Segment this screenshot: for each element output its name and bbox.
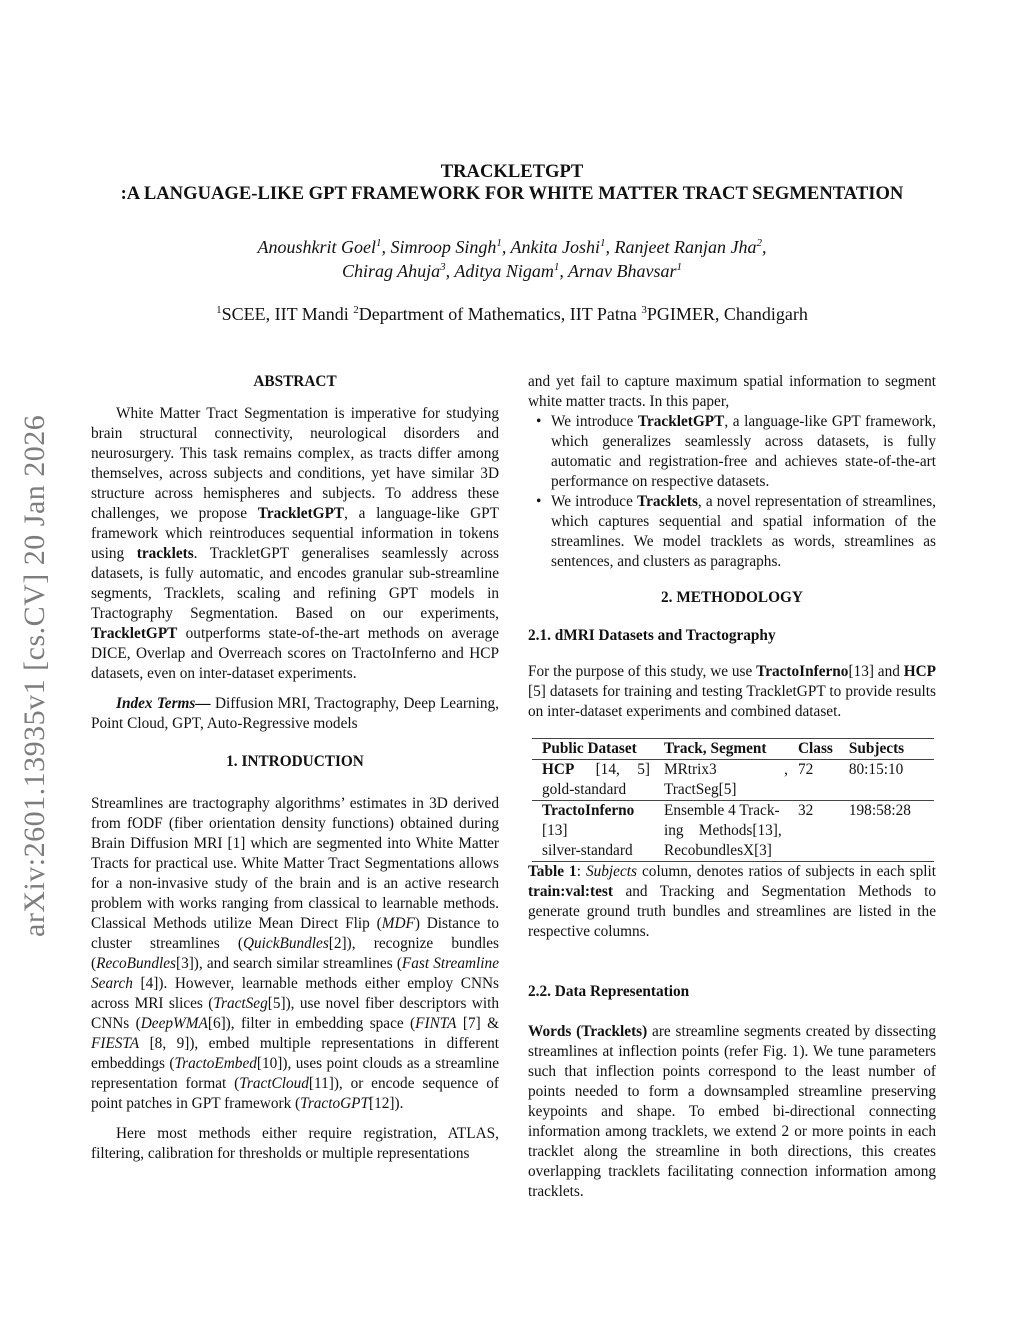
methodology-paragraph-2: Words (Tracklets) are streamline segments created by dissecting streamlines at inflection points (refer Fig. 1). We tune parameters such that inflection points correspond to the least number of points needed to form a downsampled streamline preserving keypoints and shape. To embed bi-directional connecting information among tracklets, we extend 2 or more points in each tracklet along the streamline in both directions, this creates overlapping tracklets facilitating connection information among tracklets.: [528, 1023, 936, 1200]
author-name: Ankita Joshi: [510, 237, 601, 257]
intro-paragraph-1: Streamlines are tractography algorithms’ estimates in 3D derived from fODF (fiber orientation density functions) obtained during Brain Diffusion MRI [1] which are segmented into White Matter Tracts for practical use. White Matter Tract Segmentations allows for a non-invasive study of the brain and is an active research problem with works ranging from classical to learnable methods. Classical Methods utilize Mean Direct Flip (MDF) Distance to cluster streamlines (QuickBundles[2]), recognize bundles (RecoBundles[3]), and search similar streamlines (Fast Streamline Search [4]). However, learnable methods either employ CNNs across MRI slices (TractSeg[5]), use novel fiber descriptors with CNNs (DeepWMA[6]), filter in embedding space (FINTA [7] & FIESTA [8, 9]), embed multiple representations in different embeddings (TractoEmbed[10]), uses point clouds as a streamline representation format (TractCloud[11]), or encode sequence of point patches in GPT framework (TractoGPT[12]).: [91, 795, 500, 1112]
paper-title-line1: TRACKLETGPT: [440, 161, 584, 182]
author-sup: 1: [676, 261, 683, 273]
table-cell: 80:15:10: [848, 761, 904, 778]
abstract-heading: ABSTRACT: [253, 373, 337, 390]
dataset-table: [532, 738, 934, 862]
bullet-icon: •: [536, 493, 542, 510]
table-cell: HCP [14, 5] gold-standard: [542, 761, 650, 798]
intro-paragraph-2: Here most methods either require registration, ATLAS, filtering, calibration for thresholds or multiple representations: [91, 1125, 499, 1162]
author-name: Arnav Bhavsar: [568, 261, 677, 281]
affiliation: SCEE, IIT Mandi: [221, 304, 349, 324]
left-column: [91, 372, 499, 1164]
table-header: Subjects: [847, 739, 934, 760]
author-name: Aditya Nigam: [454, 261, 554, 281]
bullet-icon: •: [536, 413, 542, 430]
table-cell: MRtrix3 , TractSeg[5]: [664, 761, 788, 798]
author-sup: 1: [600, 237, 606, 249]
intro-heading: 1. INTRODUCTION: [226, 753, 364, 770]
author-line-1: Anoushkrit Goel$^1$, Simroop Singh$^1$, Ankita Joshi$^1$, Ranjeet Ranjan Jha$^2$,: [257, 237, 767, 257]
subsection-heading: 2.1. dMRI Datasets and Tractography: [528, 627, 776, 644]
table-row: [532, 801, 934, 862]
author-sup: 1: [553, 261, 560, 273]
contribution-list: [528, 412, 936, 572]
author-name: Chirag Ahuja: [341, 261, 441, 281]
index-terms: Index Terms— Diffusion MRI, Tractography, Deep Learning, Point Cloud, GPT, Auto-Regressive models: [91, 695, 500, 732]
table-cell: 198:58:28: [847, 801, 934, 862]
author-name: Simroop Singh: [390, 237, 497, 257]
table-header: Track, Segment: [654, 739, 792, 760]
affil-sup: 1: [216, 304, 222, 316]
table-cell: 32: [792, 801, 847, 862]
abstract-text: White Matter Tract Segmentation is imperative for studying brain structural connectivity, neurological disorders and neurosurgery. This task remains complex, as tracts differ among themselves, across subjects and conditions, yet have similar 3D structure across hemispheres and subjects. To address these challenges, we propose TrackletGPT, a language-like GPT framework which reintroduces sequential information in tokens using tracklets. TrackletGPT generalises seamlessly across datasets, is fully automatic, and encodes granular sub-streamline segments, Tracklets, scaling and refining GPT models in Tractography Segmentation. Based on our experiments, TrackletGPT outperforms state-of-the-art methods on average DICE, Overlap and Overreach scores on TractoInferno and HCP datasets, even on inter-dataset experiments.: [91, 405, 500, 682]
intro-continuation: and yet fail to capture maximum spatial information to segment white matter tracts. In this paper,: [528, 373, 936, 410]
author-sup: 2: [756, 237, 762, 249]
table-header: Public Dataset: [532, 739, 654, 760]
list-item: • We introduce Tracklets, a novel representation of streamlines, which captures sequential and spatial information of the streamlines. We model tracklets as words, streamlines as sentences, and clusters as paragraphs.: [536, 493, 936, 570]
table-row: [532, 760, 934, 801]
table-cell: Ensemble 4 Track- ing Methods[13], RecobundlesX[3]: [654, 801, 792, 862]
list-item: • We introduce TrackletGPT, a language-like GPT framework, which generalizes seamlessly across datasets, is fully automatic and registration-free and achieves state-of-the-art performance on respective datasets.: [536, 413, 936, 490]
affiliations: [60, 304, 964, 325]
right-column: [528, 372, 936, 1202]
methodology-heading: 2. METHODOLOGY: [661, 589, 803, 606]
table-cell: TractoInferno [13] silver-standard: [532, 801, 654, 862]
affil-sup: 2: [353, 304, 359, 316]
author-name: Anoushkrit Goel: [257, 237, 376, 257]
affiliation: Department of Mathematics, IIT Patna: [358, 304, 637, 324]
author-sup: 1: [376, 237, 382, 249]
author-sup: 1: [496, 237, 502, 249]
author-sup: 3: [440, 261, 446, 273]
table-header-row: [532, 739, 934, 760]
subsection-heading: 2.2. Data Representation: [528, 983, 690, 1000]
table-caption: Table 1: Subjects column, denotes ratios of subjects in each split train:val:test and Tracking and Segmentation Methods to generate ground truth bundles and streamlines are listed in the respective columns.: [528, 863, 936, 940]
table-cell: 72: [798, 761, 814, 778]
author-line-2: Chirag Ahuja$^3$, Aditya Nigam$^1$, Arnav Bhavsar$^1$: [341, 261, 683, 281]
methodology-paragraph-1: For the purpose of this study, we use TractoInferno[13] and HCP [5] datasets for training and testing TrackletGPT to provide results on inter-dataset experiments and combined dataset.: [528, 663, 936, 720]
arxiv-stamp: arXiv:2601.13935v1 [cs.CV] 20 Jan 2026: [18, 414, 51, 938]
affiliation: PGIMER, Chandigarh: [646, 304, 808, 324]
table-header: Class: [792, 739, 847, 760]
author-name: Ranjeet Ranjan Jha: [614, 237, 757, 257]
paper-title-line2: :A LANGUAGE-LIKE GPT FRAMEWORK FOR WHITE MATTER TRACT SEGMENTATION: [120, 183, 904, 204]
affil-sup: 3: [641, 304, 647, 316]
